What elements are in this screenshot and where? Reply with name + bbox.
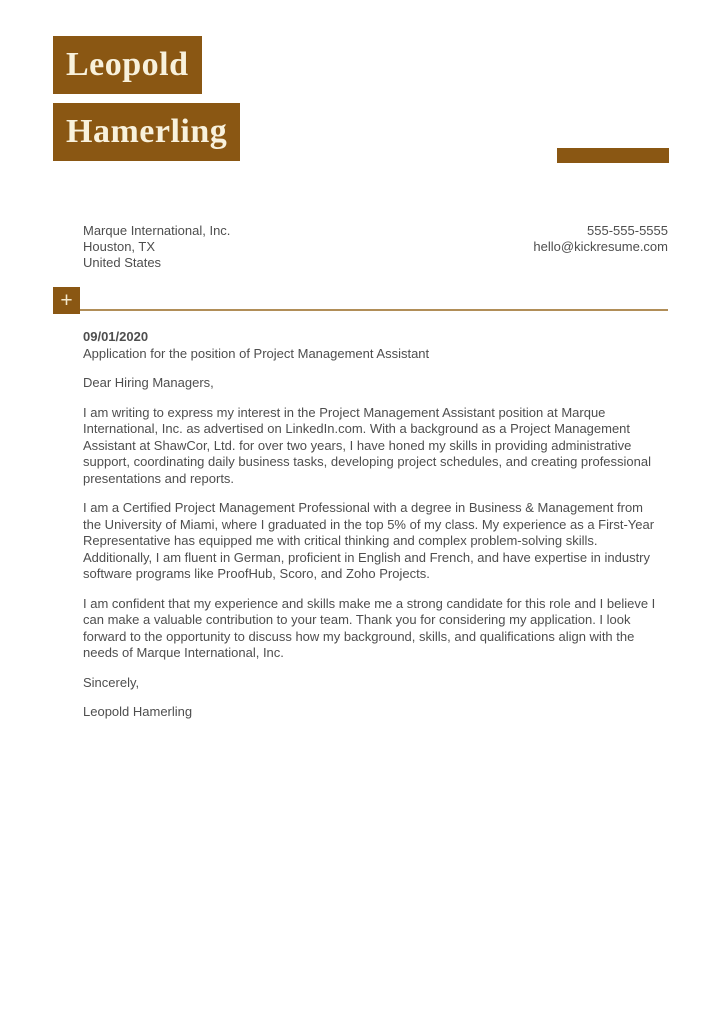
letter-closing: Sincerely, — [83, 674, 140, 690]
last-name-box: Hamerling — [53, 103, 240, 161]
sender-contact-block — [533, 223, 668, 271]
sender-email: hello@kickresume.com — [533, 239, 668, 254]
letter-paragraph: I am writing to express my interest in the Project Management Assistant position at Marque International, Inc. as advertised on LinkedIn.com. With a background as a Project Management Assistant at ShawCor, Ltd. for over two years, I have honed my skills in providing administrative support, coordinating daily business tasks, developing project schedules, and creating professional presentations and reports. — [83, 404, 652, 486]
header-accent-bar — [557, 148, 669, 163]
plus-icon-glyph: + — [60, 289, 73, 312]
letter-paragraph: I am a Certified Project Management Professional with a degree in Business & Management from the University of Miami, where I graduated in the top 5% of my class. My experience as a First-Year Representative has equipped me with critical thinking and complex problem-solving skills. Additionally, I am fluent in German, proficient in English and French, and have expertise in industry software programs like ProofHub, Scoro, and Zoho Projects. — [83, 500, 655, 581]
sender-phone: 555-555-5555 — [587, 223, 668, 238]
letter-body — [83, 329, 659, 734]
letter-paragraph: I am confident that my experience and skills make me a strong candidate for this role and I believe I can make a valuable contribution to your team. Thank you for considering my application. I look forward to the opportunity to discuss how my background, skills, and qualifications align with the needs of Marque International, Inc. — [83, 595, 656, 660]
first-name-box: Leopold — [53, 36, 202, 94]
letter-greeting: Dear Hiring Managers, — [83, 375, 214, 390]
recipient-city: Houston, TX — [83, 239, 156, 254]
recipient-company: Marque International, Inc. — [83, 223, 231, 238]
plus-icon — [53, 287, 80, 314]
letter-date: 09/01/2020 — [83, 329, 149, 344]
contact-row — [83, 223, 668, 271]
letter-subject: Application for the position of Project Management Assistant — [83, 345, 430, 361]
recipient-address-block — [83, 223, 230, 271]
letter-signature: Leopold Hamerling — [83, 704, 193, 719]
recipient-country: United States — [83, 255, 162, 270]
section-divider-rule — [53, 309, 668, 311]
